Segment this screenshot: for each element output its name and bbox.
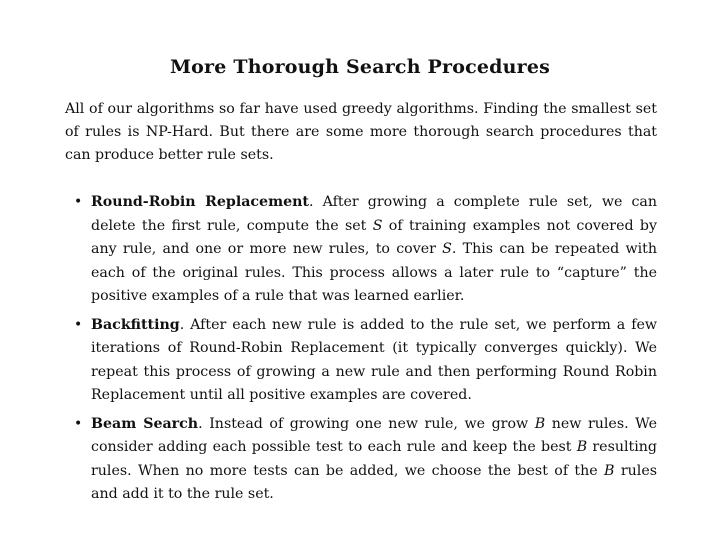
intro-paragraph: All of our algorithms so far have used greedy algorithms. Finding the smallest set of rules is NP-Hard. But there are some more thorough search procedures that can produce better rule sets.: [65, 101, 657, 163]
bullet-text: . After growing a complete rule set, we can delete the first rule, compute the set: [91, 194, 657, 234]
math-symbol: S: [372, 217, 383, 234]
bullet-text: resulting rules. When no more tests can be added, we choose the best of the: [91, 439, 657, 479]
term-beam-search: Beam Search: [91, 415, 199, 432]
math-symbol: B: [576, 439, 588, 455]
bullet-text: of training examples not covered by any rule, and one or more new rules, to cover: [91, 217, 658, 257]
bullet-text: . This can be repeated with each of the original rules. This process allows a later rule to “capture” the positive examples of a rule that was learned earlier.: [91, 241, 657, 304]
math-symbol: S: [442, 241, 452, 257]
math-symbol: B: [604, 462, 615, 479]
bullet-dot-icon: •: [74, 194, 83, 210]
slide-title: More Thorough Search Procedures: [169, 56, 551, 78]
bullet-dot-icon: •: [74, 415, 83, 432]
bullet-text: . Instead of growing one new rule, we grow: [198, 415, 535, 432]
bullet-beam-search: [65, 413, 657, 507]
bullet-dot-icon: •: [74, 316, 83, 333]
math-symbol: B: [534, 415, 546, 432]
term-backfitting: Backfitting: [91, 316, 180, 333]
bullet-text: rules and add it to the rule set.: [91, 462, 657, 502]
bullet-text: new rules. We consider adding each possible test to each rule and keep the best: [91, 415, 658, 455]
bullet-list: [65, 191, 657, 507]
term-round-robin-replacement: Round-Robin Replacement: [91, 194, 309, 210]
bullet-text: . After each new rule is added to the rule set, we perform a few iterations of Round-Robin Replacement (it typically converges quickly). We repeat this process of growing a new rule and then performing Round Robin Replacement until all positive examples are covered.: [91, 316, 657, 403]
bullet-round-robin-replacement: [65, 191, 657, 309]
bullet-backfitting: [65, 314, 657, 408]
